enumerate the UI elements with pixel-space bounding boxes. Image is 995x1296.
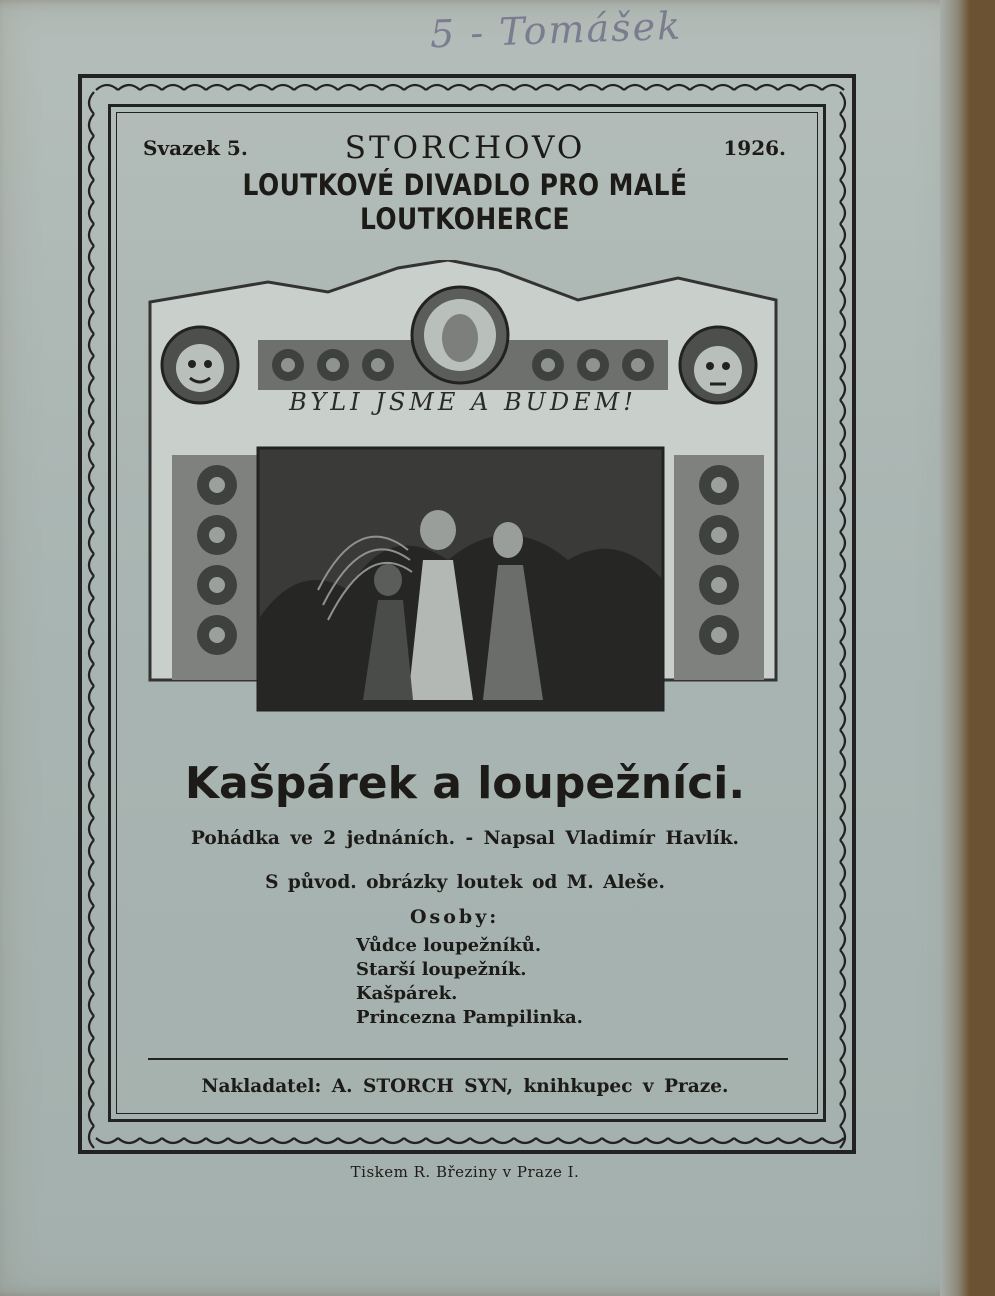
series-name: STORCHOVO [344, 130, 586, 166]
illustrations-credit: S původ. obrázky loutek od M. Aleše. [265, 872, 665, 893]
persons-heading: Osoby: [410, 906, 500, 928]
puppet-theater-illustration [148, 260, 778, 715]
printer-line: Tiskem R. Březiny v Praze I. [350, 1163, 580, 1181]
banner-text: BYLI JSME A BUDEM! [289, 388, 637, 416]
person-item: Vůdce loupežníků. [356, 935, 542, 956]
persons-list [356, 934, 583, 1030]
divider-line [148, 1058, 788, 1060]
person-item: Kašpárek. [356, 983, 458, 1004]
volume-number: Svazek 5. [143, 136, 248, 160]
person-item: Princezna Pampilinka. [356, 1007, 583, 1028]
publication-year: 1926. [723, 136, 786, 160]
header-row [140, 130, 790, 170]
person-item: Starší loupežník. [356, 959, 527, 980]
handwritten-inscription: 5 - Tomášek [429, 3, 683, 57]
series-subtitle: LOUTKOVÉ DIVADLO PRO MALÉ LOUTKOHERCE [242, 168, 688, 236]
play-description: Pohádka ve 2 jednáních. - Napsal Vladimír Havlík. [190, 828, 740, 849]
play-title: Kašpárek a loupežníci. [184, 758, 746, 809]
publisher-line: Nakladatel: A. STORCH SYN, knihkupec v Praze. [201, 1076, 729, 1097]
